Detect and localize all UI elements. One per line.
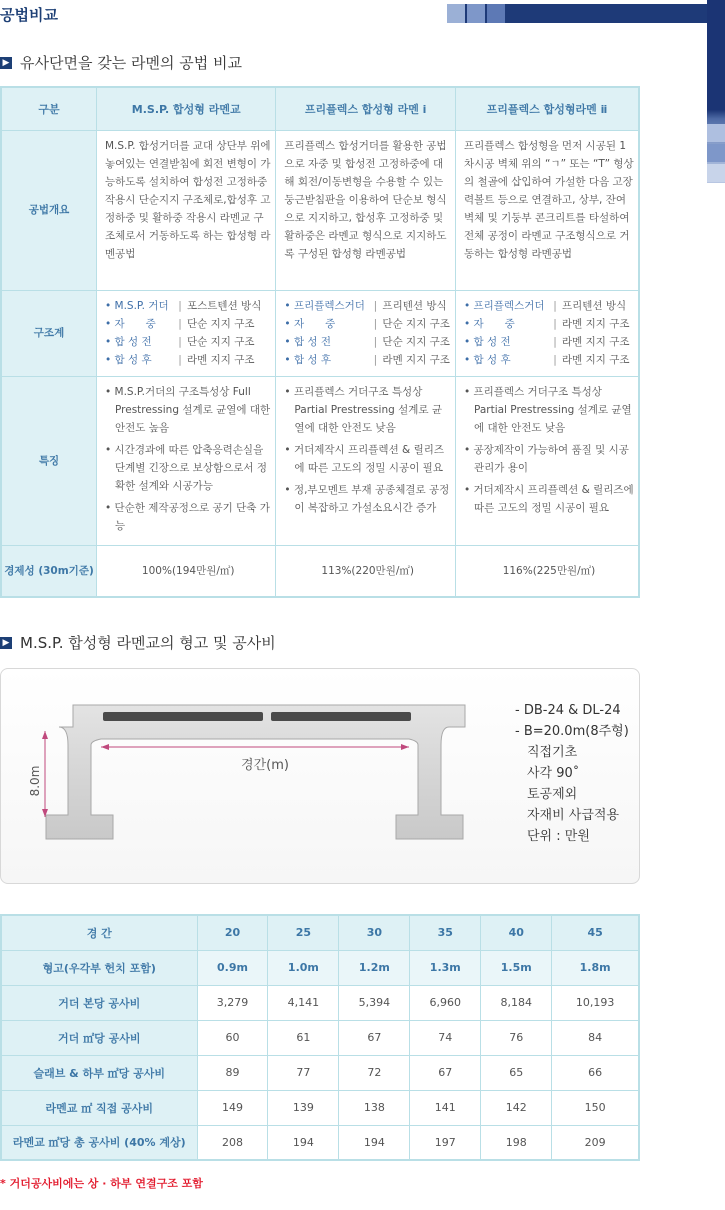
row-label: 특징 <box>1 376 97 545</box>
economy-cell: 100%(194만원/㎡) <box>97 545 276 597</box>
row-label: 구조계 <box>1 290 97 376</box>
structure-cell: • 프리플렉스거더 | 프리텐션 방식 • 자 중 | 단순 지지 구조 • 합 성 전 | 단순 지지 구조 • 합 성 후 | 라멘 지지 구조 <box>276 290 456 376</box>
table-row: 형고(우각부 헌치 포함) 0.9m 1.0m 1.2m 1.3m 1.5m 1.8m <box>1 950 639 985</box>
span-header: 35 <box>410 915 481 950</box>
economy-cell: 113%(220만원/㎡) <box>276 545 456 597</box>
col-header: 프리플렉스 합성형라멘 ⅱ <box>455 87 639 130</box>
structure-cell: • 프리플렉스거더 | 프리텐션 방식 • 자 중 | 라멘 지지 구조 • 합 성 전 | 라멘 지지 구조 • 합 성 후 | 라멘 지지 구조 <box>455 290 639 376</box>
table-row: 슬래브 & 하부 ㎡당 공사비 89 77 72 67 65 66 <box>1 1055 639 1090</box>
span-header: 25 <box>268 915 339 950</box>
overview-cell: 프리플렉스 합성형을 먼저 시공된 1차시공 벽체 위의 “ㄱ” 또는 “T” 형상의 철골에 삽입하여 가설한 다음 고장력볼트 등으로 연결하고, 상부, 잔여 벽체 및 기둥부 콘크리트를 타설하여 전체 공정이 라멘교 구조형식으로 거동하는 합성형 라멘공법 <box>455 130 639 290</box>
span-header: 40 <box>481 915 552 950</box>
col-header: 구분 <box>1 87 97 130</box>
arrow-right-icon <box>401 744 409 750</box>
footnote: * 거더공사비에는 상 · 하부 연결구조 포함 <box>0 1177 203 1190</box>
span-label: 경간(m) <box>241 758 289 773</box>
rahmen-bridge-diagram <box>1 669 501 883</box>
structure-cell: • M.S.P. 거더 | 포스트텐션 방식 • 자 중 | 단순 지지 구조 • 합 성 전 | 단순 지지 구조 • 합 성 후 | 라멘 지지 구조 <box>97 290 276 376</box>
section-title-comparison: ▶ 유사단면을 갖는 라멘의 공법 비교 <box>0 52 242 73</box>
arrow-up-icon <box>42 731 48 739</box>
title-decoration-bar <box>447 4 707 23</box>
table-row: 라멘교 ㎡ 직접 공사비 149 139 138 141 142 150 <box>1 1090 639 1125</box>
diagram-notes: - DB-24 & DL-24 - B=20.0m(8주형) 직접기초 사각 90˚ 토공제외 자재비 사급적용 단위 : 만원 <box>515 703 629 844</box>
economy-cell: 116%(225만원/㎡) <box>455 545 639 597</box>
span-header: 20 <box>197 915 268 950</box>
section-title-cost: ▶ M.S.P. 합성형 라멘교의 형고 및 공사비 <box>0 632 276 653</box>
section-arrow-icon: ▶ <box>0 57 12 69</box>
table-row: 거더 ㎡당 공사비 60 61 67 74 76 84 <box>1 1020 639 1055</box>
col-header: M.S.P. 합성형 라멘교 <box>97 87 276 130</box>
row-label: 공법개요 <box>1 130 97 290</box>
girder-left <box>103 712 263 721</box>
arrow-left-icon <box>101 744 109 750</box>
features-cell: • 프리플렉스 거더구조 특성상 Partial Prestressing 설계로 균열에 대한 안전도 낮음 • 공장제작이 가능하여 품질 및 시공관리가 용이 • 거더제작시 프리플렉션 & 릴리즈에 따른 고도의 정밀 시공이 필요 <box>455 376 639 545</box>
table-row: 라멘교 ㎡당 총 공사비 (40% 계상) 208 194 194 197 198 209 <box>1 1125 639 1160</box>
page-title: 공법비교 <box>0 6 58 24</box>
section-arrow-icon: ▶ <box>0 637 12 649</box>
cost-table <box>0 914 640 1161</box>
overview-cell: 프리플렉스 합성거더를 활용한 공법으로 자중 및 합성전 고정하중에 대해 회전/이동변형을 수용할 수 있는 둥근받침판을 이용하여 단순보 형식으로 지지하고, 합성후 고정하중 및 활하중은 라멘교 형식으로 지지하도록 구성된 합성형 라멘공법 <box>276 130 456 290</box>
girder-right <box>271 712 411 721</box>
span-header: 45 <box>552 915 639 950</box>
method-comparison-table <box>0 86 640 598</box>
features-cell: • M.S.P.거더의 구조특성상 Full Prestressing 설계로 균열에 대한 안전도 높음 • 시간경과에 따른 압축응력손실을 단계별 긴장으로 보상함으로서 정확한 설계와 시공가능 • 단순한 제작공정으로 공기 단축 가능 <box>97 376 276 545</box>
table-row: 거더 본당 공사비 3,279 4,141 5,394 6,960 8,184 10,193 <box>1 985 639 1020</box>
col-header: 프리플렉스 합성형 라멘 ⅰ <box>276 87 456 130</box>
row-label: 경제성 (30m기준) <box>1 545 97 597</box>
col-header: 경 간 <box>1 915 197 950</box>
height-label: 8.0m <box>28 765 42 797</box>
features-cell: • 프리플렉스 거더구조 특성상 Partial Prestressing 설계로 균열에 대한 안전도 낮음 • 거더제작시 프리플렉션 & 릴리즈에 따른 고도의 정밀 시공이 필요 • 정,부모멘트 부재 공종체결로 공정이 복잡하고 가설소요시간 증가 <box>276 376 456 545</box>
side-decoration <box>707 0 725 183</box>
span-header: 30 <box>339 915 410 950</box>
overview-cell: M.S.P. 합성거더를 교대 상단부 위에 놓여있는 연결받침에 회전 변형이 가능하도록 설치하여 합성전 고정하중 작용시 단순지지 구조체로,합성후 고정하중 및 활하중 작용시 라멘교 구조체로서 거동하도록 하는 합성형 라멘공법 <box>97 130 276 290</box>
